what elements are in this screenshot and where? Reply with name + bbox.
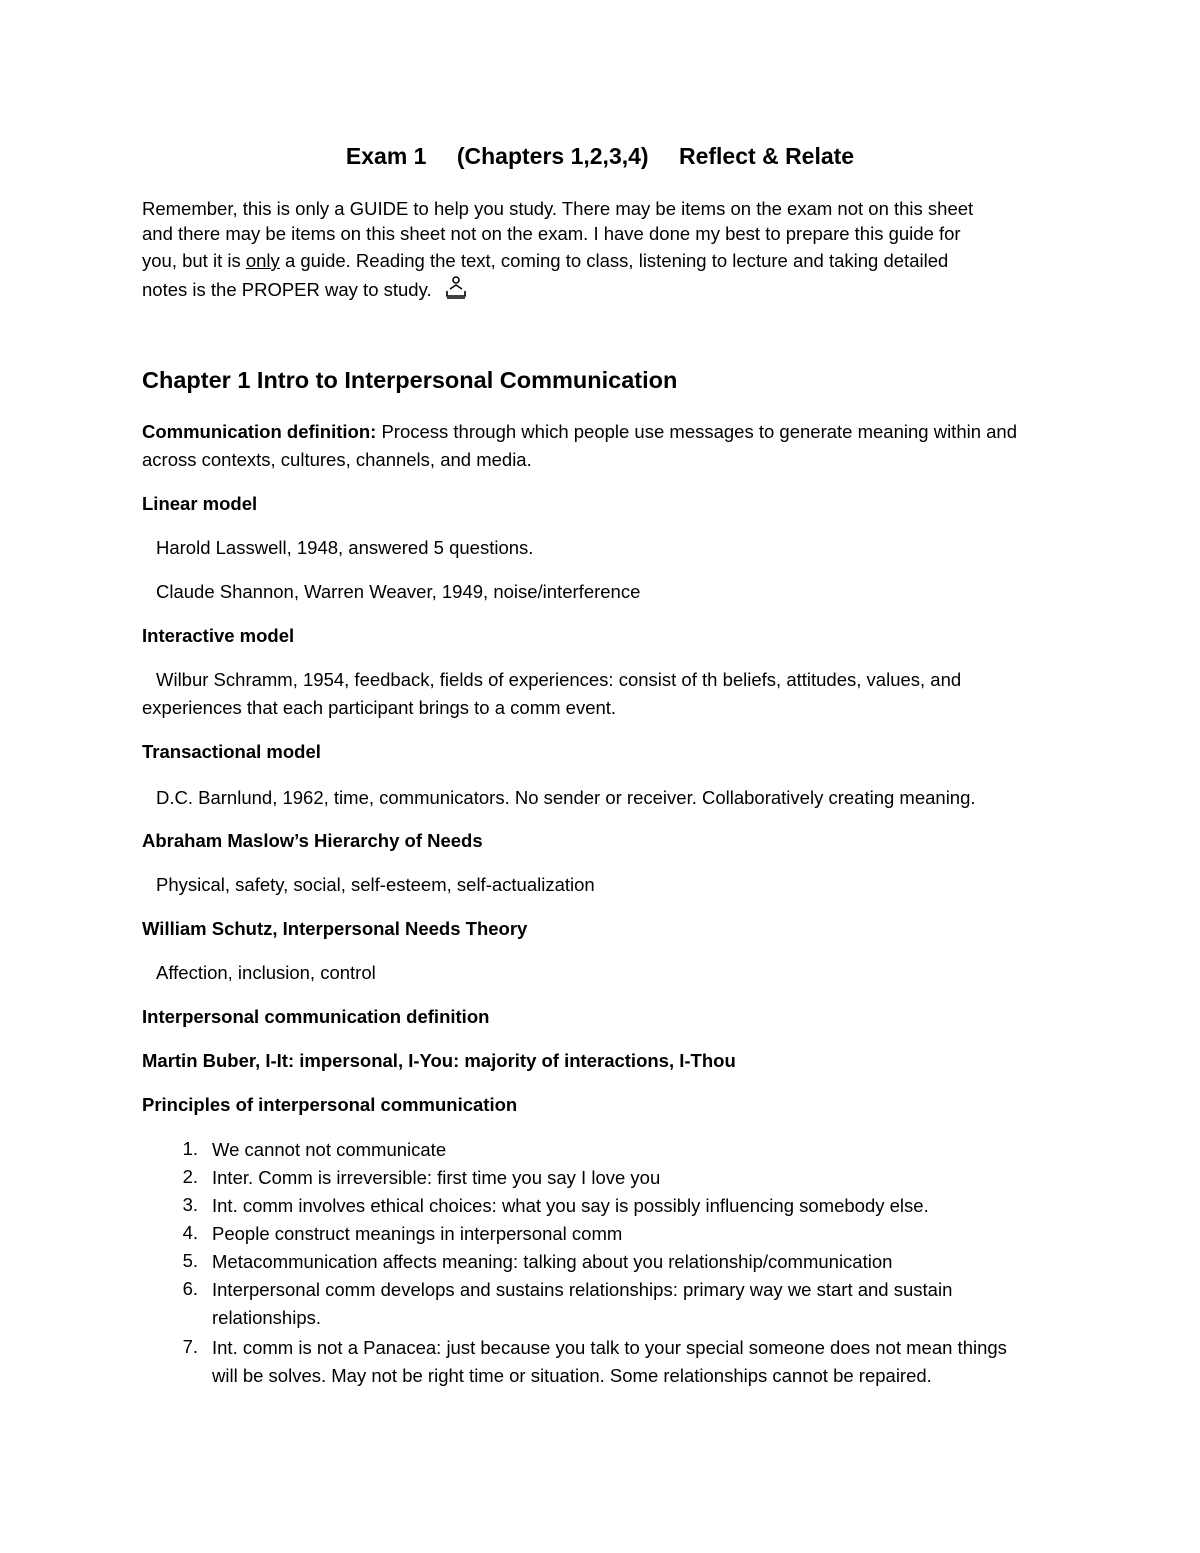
schutz-item: Affection, inclusion, control: [156, 962, 376, 983]
book-reader-icon: [445, 275, 467, 307]
list-item: Int. comm is not a Panacea: just because you talk to your special someone does not mean things: [212, 1337, 1007, 1358]
maslow-item: Physical, safety, social, self-esteem, self-actualization: [156, 874, 595, 895]
schutz-heading: William Schutz, Interpersonal Needs Theory: [142, 918, 528, 939]
list-number: 5.: [182, 1250, 198, 1271]
list-number: 3.: [182, 1194, 198, 1215]
list-item: Interpersonal comm develops and sustains relationships: primary way we start and sustain: [212, 1279, 953, 1300]
intro-line-2: and there may be items on this sheet not on the exam. I have done my best to prepare this guide for: [142, 223, 961, 244]
interactive-model-heading: Interactive model: [142, 625, 295, 646]
list-item: We cannot not communicate: [212, 1139, 447, 1160]
list-item: Inter. Comm is irreversible: first time you say I love you: [212, 1167, 661, 1188]
list-number: 6.: [182, 1278, 198, 1299]
intro-line-4: [142, 275, 467, 307]
interactive-item-1-cont: experiences that each participant brings to a comm event.: [142, 697, 617, 718]
transactional-model-heading: Transactional model: [142, 741, 321, 762]
intro-line-3: [142, 247, 948, 275]
title-book: Reflect & Relate: [678, 143, 855, 169]
list-number: 2.: [182, 1166, 198, 1187]
comm-definition-cont: across contexts, cultures, channels, and media.: [142, 449, 532, 470]
list-number: 7.: [182, 1336, 198, 1357]
comm-definition-text: Process through which people use messages to generate meaning within and: [376, 421, 1018, 442]
page-title: [0, 143, 1200, 170]
list-item-cont: relationships.: [212, 1307, 322, 1328]
linear-item-2: Claude Shannon, Warren Weaver, 1949, noise/interference: [156, 581, 641, 602]
intro-only-emphasis: only: [245, 250, 280, 271]
intro-line-3c: a guide. Reading the text, coming to class, listening to lecture and taking detailed: [279, 250, 949, 271]
interactive-item-1: Wilbur Schramm, 1954, feedback, fields of experiences: consist of th beliefs, attitudes, values, and: [156, 669, 962, 690]
list-item: Metacommunication affects meaning: talking about you relationship/communication: [212, 1251, 893, 1272]
intro-line-1: Remember, this is only a GUIDE to help you study. There may be items on the exam not on this sheet: [142, 198, 974, 219]
buber-heading: Martin Buber, I-It: impersonal, I-You: majority of interactions, I-Thou: [142, 1050, 736, 1071]
list-item: Int. comm involves ethical choices: what you say is possibly influencing somebody else.: [212, 1195, 929, 1216]
chapter-1-heading: Chapter 1 Intro to Interpersonal Communication: [142, 367, 678, 393]
comm-definition-label: Communication definition:: [142, 421, 377, 442]
intro-line-4-text: notes is the PROPER way to study.: [142, 279, 432, 300]
title-exam: Exam 1: [345, 143, 427, 169]
intro-line-3a: you, but it is: [142, 250, 246, 271]
list-number: 1.: [182, 1138, 198, 1159]
list-item: People construct meanings in interpersonal comm: [212, 1223, 623, 1244]
maslow-heading: Abraham Maslow’s Hierarchy of Needs: [142, 830, 483, 851]
interpersonal-definition-heading: Interpersonal communication definition: [142, 1006, 490, 1027]
principles-heading: Principles of interpersonal communication: [142, 1094, 518, 1115]
linear-item-1: Harold Lasswell, 1948, answered 5 questions.: [156, 537, 534, 558]
transactional-item-1: D.C. Barnlund, 1962, time, communicators. No sender or receiver. Collaboratively creating meaning.: [156, 787, 976, 808]
list-number: 4.: [182, 1222, 198, 1243]
title-chapters: (Chapters 1,2,3,4): [456, 143, 649, 169]
linear-model-heading: Linear model: [142, 493, 258, 514]
list-item-cont: will be solves. May not be right time or situation. Some relationships cannot be repaired.: [212, 1365, 932, 1386]
comm-definition: [142, 418, 1017, 446]
